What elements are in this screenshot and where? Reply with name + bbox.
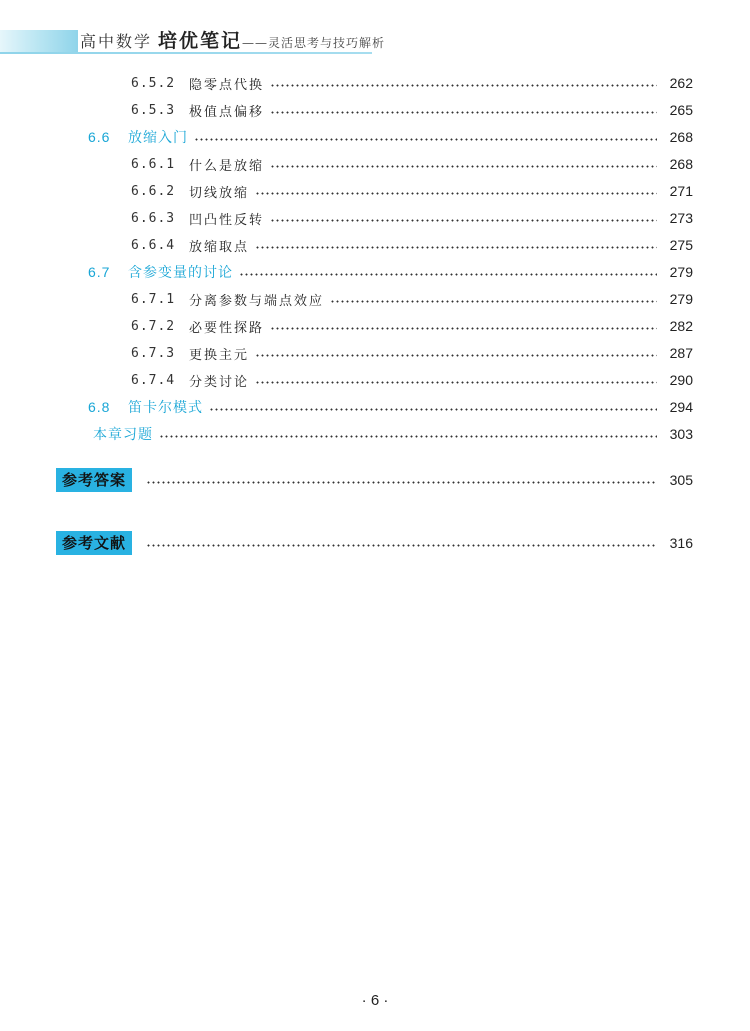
toc-section-page: 303 <box>669 426 693 442</box>
dot-leader <box>255 192 657 195</box>
toc-entry-number: 6.6.2 <box>131 183 176 199</box>
toc-entry-title: 分类讨论 <box>189 374 250 390</box>
dot-leader <box>270 165 657 168</box>
header-subtitle: ——灵活思考与技巧解析 <box>242 36 386 50</box>
toc-entry-title: 隐零点代换 <box>189 77 265 93</box>
toc-section-title: 笛卡尔模式 <box>128 400 203 416</box>
toc-entry-number: 6.7.3 <box>131 345 176 361</box>
toc-section-number: 6.7 <box>88 264 111 280</box>
toc-section-page: 268 <box>669 129 693 145</box>
toc-section-page: 279 <box>669 264 693 280</box>
toc-entry-6-7-1[interactable] <box>131 288 693 310</box>
dot-leader <box>270 111 657 114</box>
toc-entry-page: 279 <box>669 291 693 307</box>
toc-section-title: 本章习题 <box>93 427 153 443</box>
dot-leader <box>255 381 657 384</box>
toc-entry-number: 6.6.4 <box>131 237 176 253</box>
toc-entry-page: 287 <box>669 345 693 361</box>
dot-leader <box>209 408 657 411</box>
toc-major-page: 305 <box>669 472 693 488</box>
toc-entry-page: 273 <box>669 210 693 226</box>
dot-leader <box>146 481 657 484</box>
header-book-title: 培优笔记 <box>158 30 243 52</box>
toc-entry-page: 262 <box>669 75 693 91</box>
dot-leader <box>270 84 657 87</box>
toc-entry-number: 6.7.2 <box>131 318 176 334</box>
toc-references[interactable] <box>56 532 693 554</box>
dot-leader <box>255 246 657 249</box>
toc-entry-6-7-2[interactable] <box>131 315 693 337</box>
toc-entry-page: 275 <box>669 237 693 253</box>
toc-major-page: 316 <box>669 535 693 551</box>
toc-entry-6-7-4[interactable] <box>131 369 693 391</box>
toc-entry-title: 极值点偏移 <box>189 104 265 120</box>
page-number: · 6 · <box>361 992 389 1009</box>
toc-section-6-8[interactable] <box>88 396 693 418</box>
toc-entry-6-6-1[interactable] <box>131 153 693 175</box>
dot-leader <box>270 219 657 222</box>
dot-leader <box>159 435 657 438</box>
toc-answers[interactable] <box>56 469 693 491</box>
dot-leader <box>146 544 657 547</box>
dot-leader <box>255 354 657 357</box>
toc-section-page: 294 <box>669 399 693 415</box>
toc-entry-6-5-3[interactable] <box>131 99 693 121</box>
header-rule <box>0 52 372 54</box>
toc-major-label: 参考文献 <box>56 531 132 555</box>
toc-entry-number: 6.6.1 <box>131 156 176 172</box>
dot-leader <box>330 300 657 303</box>
toc-section-title: 放缩入门 <box>128 130 188 146</box>
toc-section-6-6[interactable] <box>88 126 693 148</box>
toc-entry-page: 265 <box>669 102 693 118</box>
toc-entry-title: 更换主元 <box>189 347 250 363</box>
toc-entry-number: 6.5.3 <box>131 102 176 118</box>
toc-entry-6-7-3[interactable] <box>131 342 693 364</box>
toc-major-label: 参考答案 <box>56 468 132 492</box>
toc-chapter-exercises[interactable] <box>93 423 693 445</box>
toc-entry-number: 6.6.3 <box>131 210 176 226</box>
toc-entry-page: 282 <box>669 318 693 334</box>
toc-entry-page: 268 <box>669 156 693 172</box>
toc-entry-6-6-4[interactable] <box>131 234 693 256</box>
toc-entry-title: 放缩取点 <box>189 239 250 255</box>
toc-section-number: 6.8 <box>88 399 111 415</box>
toc-entry-title: 凹凸性反转 <box>189 212 265 228</box>
toc-entry-page: 271 <box>669 183 693 199</box>
running-header <box>80 26 385 52</box>
toc-section-title: 含参变量的讨论 <box>128 265 233 281</box>
toc-entry-title: 切线放缩 <box>189 185 250 201</box>
toc-entry-6-6-3[interactable] <box>131 207 693 229</box>
toc-entry-number: 6.7.4 <box>131 372 176 388</box>
toc-entry-page: 290 <box>669 372 693 388</box>
toc-entry-6-5-2[interactable] <box>131 72 693 94</box>
toc-entry-number: 6.5.2 <box>131 75 176 91</box>
dot-leader <box>239 273 657 276</box>
toc-entry-6-6-2[interactable] <box>131 180 693 202</box>
toc-section-number: 6.6 <box>88 129 111 145</box>
header-accent-band <box>0 30 78 52</box>
header-series: 高中数学 <box>80 32 153 51</box>
toc-entry-title: 必要性探路 <box>189 320 265 336</box>
toc-entry-title: 分离参数与端点效应 <box>189 293 325 309</box>
toc-entry-number: 6.7.1 <box>131 291 176 307</box>
dot-leader <box>194 138 657 141</box>
dot-leader <box>270 327 657 330</box>
toc-entry-title: 什么是放缩 <box>189 158 265 174</box>
toc-section-6-7[interactable] <box>88 261 693 283</box>
